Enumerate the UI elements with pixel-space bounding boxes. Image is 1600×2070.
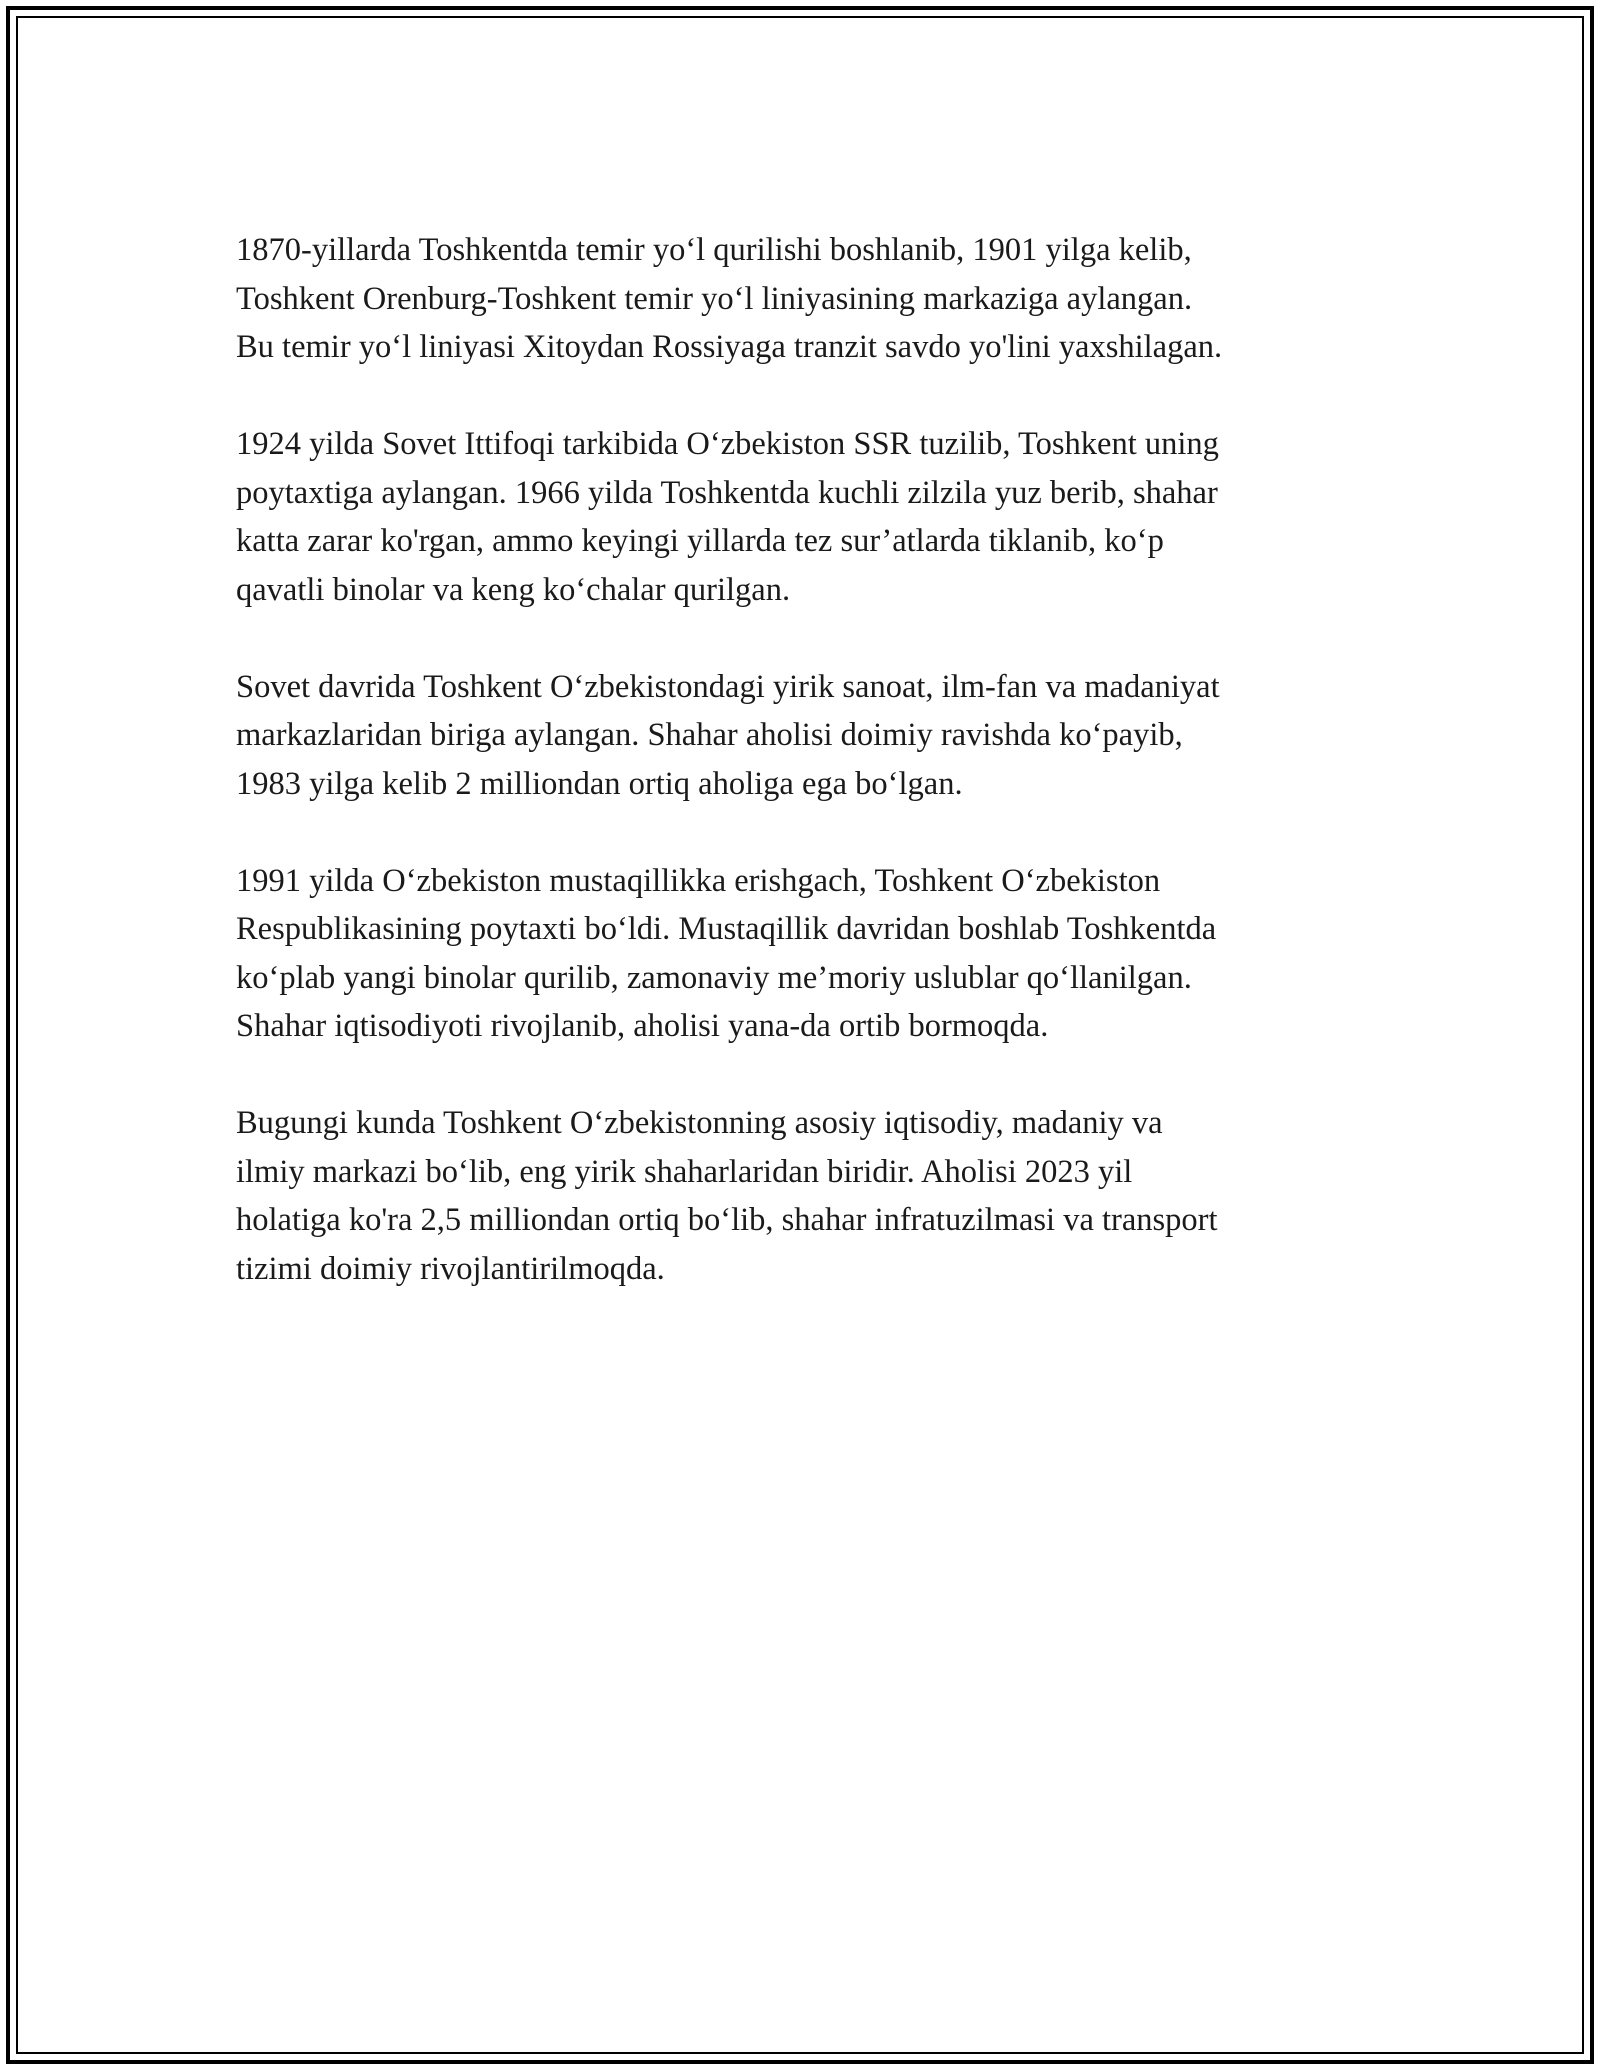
- text-line: 1870-yillarda Toshkentda temir yo‘l qurilishi boshlanib, 1901 yilga kelib,: [236, 232, 1192, 268]
- text-line: katta zarar ko'rgan, ammo keyingi yillarda tez sur’atlarda tiklanib, ko‘p: [236, 523, 1164, 559]
- text-line: 1924 yilda Sovet Ittifoqi tarkibida O‘zbekiston SSR tuzilib, Toshkent uning: [236, 426, 1219, 462]
- text-line: markazlaridan biriga aylangan. Shahar aholisi doimiy ravishda ko‘payib,: [236, 717, 1183, 753]
- document-body: [236, 226, 1376, 1342]
- paragraph-1: [236, 226, 1376, 372]
- text-line: Shahar iqtisodiyoti rivojlanib, aholisi yana-da ortib bormoqda.: [236, 1008, 1049, 1044]
- text-line: 1991 yilda O‘zbekiston mustaqillikka erishgach, Toshkent O‘zbekiston: [236, 862, 1161, 899]
- text-line: Respublikasining poytaxti bo‘ldi. Mustaqillik davridan boshlab Toshkentda: [236, 911, 1217, 947]
- text-line: Bu temir yo‘l liniyasi Xitoydan Rossiyaga tranzit savdo yo'lini yaxshilagan.: [236, 329, 1223, 365]
- text-line: Toshkent Orenburg-Toshkent temir yo‘l liniyasining markaziga aylangan.: [236, 280, 1193, 317]
- text-line: Sovet davrida Toshkent O‘zbekistondagi yirik sanoat, ilm-fan va madaniyat: [236, 668, 1220, 705]
- text-line: 1983 yilga kelib 2 milliondan ortiq aholiga ega bo‘lgan.: [236, 765, 963, 802]
- paragraph-2: [236, 420, 1376, 614]
- text-line: poytaxtiga aylangan. 1966 yilda Toshkentda kuchli zilzila yuz berib, shahar: [236, 474, 1218, 511]
- text-line: tizimi doimiy rivojlantirilmoqda.: [236, 1250, 665, 1287]
- paragraph-3: [236, 663, 1376, 809]
- text-line: Bugungi kunda Toshkent O‘zbekistonning asosiy iqtisodiy, madaniy va: [236, 1105, 1163, 1141]
- text-line: qavatli binolar va keng ko‘chalar qurilgan.: [236, 571, 791, 608]
- text-line: holatiga ko'ra 2,5 milliondan ortiq bo‘lib, shahar infratuzilmasi va transport: [236, 1202, 1218, 1238]
- paragraph-5: [236, 1099, 1376, 1293]
- text-line: ko‘plab yangi binolar qurilib, zamonaviy me’moriy uslublar qo‘llanilgan.: [236, 959, 1192, 996]
- text-line: ilmiy markazi bo‘lib, eng yirik shaharlaridan biridir. Aholisi 2023 yil: [236, 1153, 1133, 1190]
- paragraph-4: [236, 857, 1376, 1051]
